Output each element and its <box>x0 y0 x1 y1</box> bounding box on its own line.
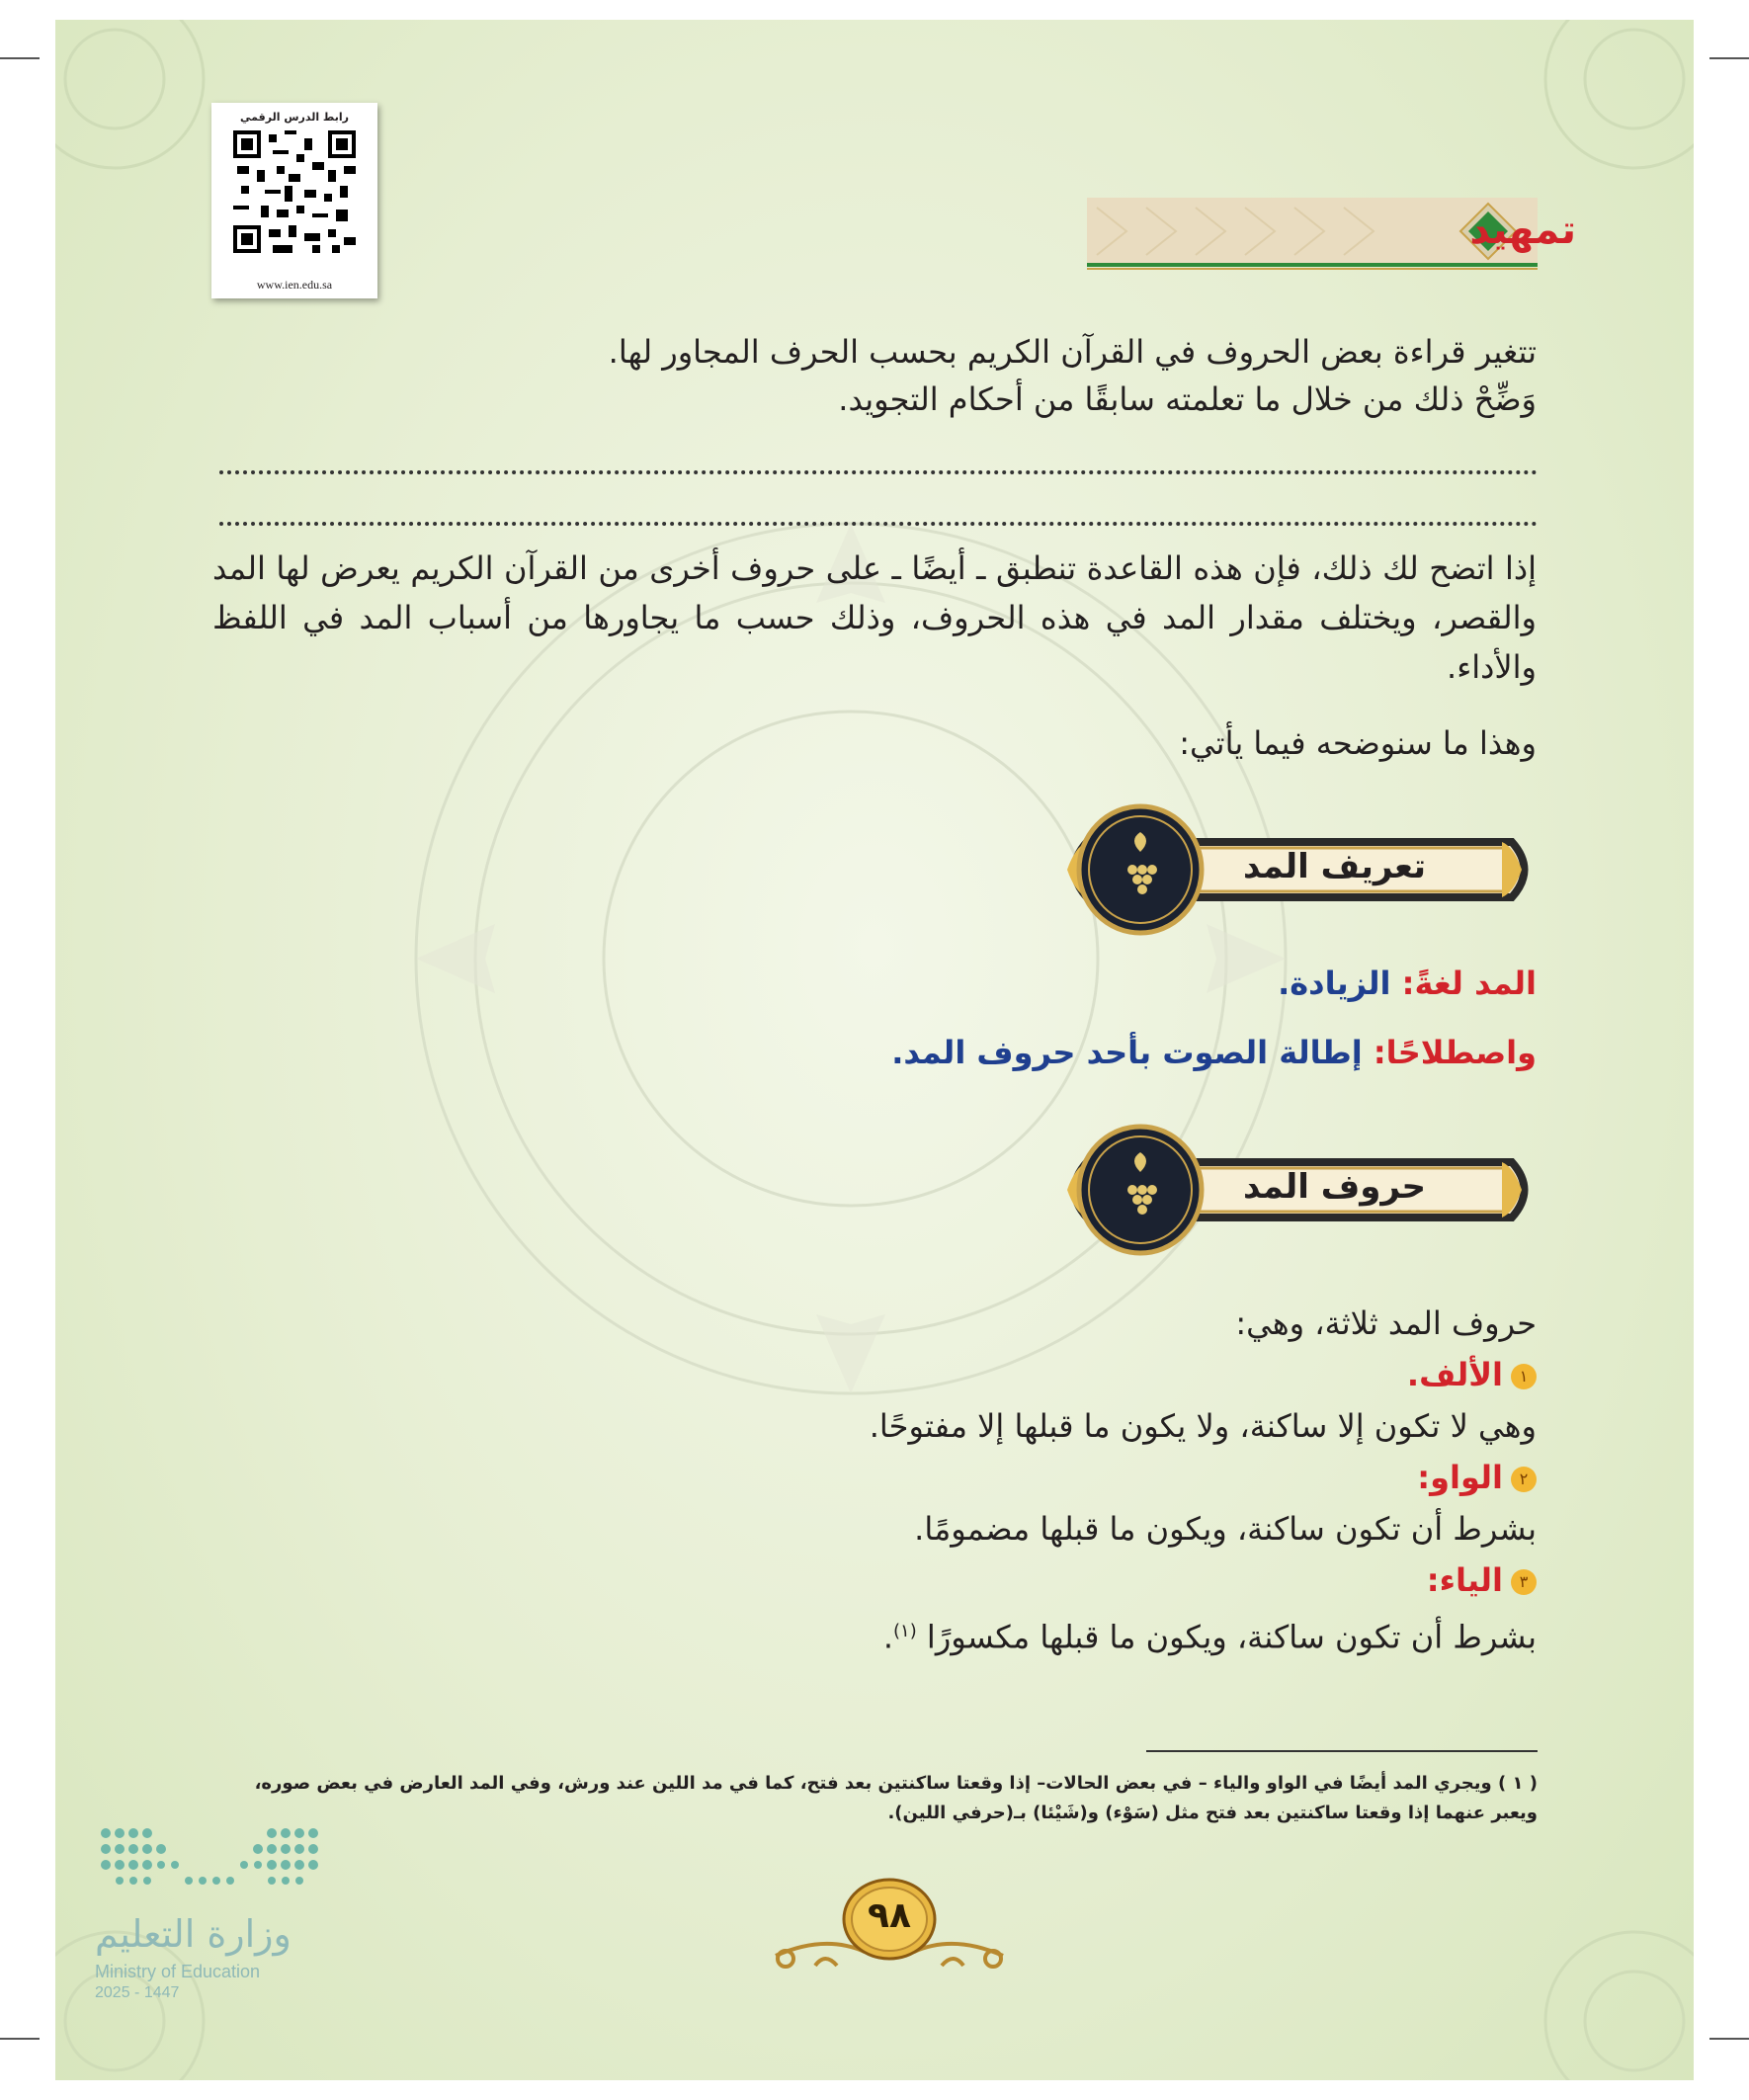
letter-item <box>212 1554 1537 1606</box>
definition-term <box>212 1028 1537 1077</box>
definition-term-value: إطالة الصوت بأحد حروف المد. <box>891 1034 1363 1071</box>
item-number-badge: ٣ <box>1511 1569 1537 1595</box>
letters-list <box>212 1298 1537 1663</box>
crop-mark <box>1709 2038 1749 2040</box>
explanation-paragraph: إذا اتضح لك ذلك، فإن هذه القاعدة تنطبق ـ أيضًا ـ على حروف أخرى من القرآن الكريم يعرض لها المد والقصر، ويختلف مقدار المد في هذه الحروف، وذلك حسب ما يجاورها من أسباب المد في اللفظ والأداء. <box>212 549 1537 686</box>
item-number-badge: ٢ <box>1511 1467 1537 1492</box>
definition-language-label: المد لغةً <box>1414 965 1537 1002</box>
intro-line-1: تتغير قراءة بعض الحروف في القرآن الكريم بحسب الحرف المجاور لها. <box>608 333 1537 371</box>
letter-name: الياء: <box>1426 1561 1503 1599</box>
definition-language-value: الزيادة. <box>1278 965 1391 1002</box>
colon: : <box>1362 1034 1386 1071</box>
ministry-year: 2025 - 1447 <box>95 1984 180 2001</box>
letter-description-text: بشرط أن تكون ساكنة، ويكون ما قبلها مكسورًا <box>926 1618 1537 1656</box>
page-number: ٩٨ <box>868 1895 911 1936</box>
letter-description: بشرط أن تكون ساكنة، ويكون ما قبلها مكسورًا $^{(١)}$. <box>882 1618 1537 1656</box>
letter-description: وهي لا تكون إلا ساكنة، ولا يكون ما قبلها إلا مفتوحًا. <box>869 1407 1537 1445</box>
intro-line-2: وَضِّحْ ذلك من خلال ما تعلمته سابقًا من أحكام التجويد. <box>838 380 1537 418</box>
crop-mark <box>1709 57 1749 59</box>
letter-description: بشرط أن تكون ساكنة، ويكون ما قبلها مضمومًا. <box>914 1510 1537 1548</box>
ministry-name-arabic: وزارة التعليم <box>95 1912 292 1956</box>
colon: : <box>1390 965 1415 1002</box>
definition-language <box>212 959 1537 1008</box>
item-number-badge: ١ <box>1511 1364 1537 1389</box>
explanation-followup: وهذا ما سنوضحه فيما يأتي: <box>1179 724 1537 762</box>
letters-heading: حروف المد <box>1243 1167 1426 1207</box>
footnote-separator <box>1146 1750 1538 1752</box>
letter-name: الواو: <box>1417 1459 1503 1496</box>
intro-heading: تمهيد <box>1469 208 1576 253</box>
qr-code-image[interactable] <box>233 130 356 253</box>
footnote: ( ١ ) ويجري المد أيضًا في الواو والياء – في بعض الحالات– إذا وقعتا ساكنتين بعد فتح، كما في مد اللين عند ورش، وفي المد العارض في بعض صوره، ويعبر عنهما إذا وقعتا ساكنتين بعد فتح مثل (سَوْء) و(شَيْئا) بـ(حرفي اللين). <box>254 1773 1538 1823</box>
crop-mark <box>0 2038 40 2040</box>
letter-item <box>212 1349 1537 1400</box>
letters-intro: حروف المد ثلاثة، وهي: <box>1235 1304 1537 1342</box>
letter-name: الألف. <box>1406 1356 1503 1393</box>
corner-ornament <box>1397 1784 1694 2080</box>
answer-line[interactable] <box>219 522 1538 526</box>
corner-ornament <box>1397 20 1694 316</box>
definition-heading: تعريف المد <box>1242 847 1426 886</box>
intro-paragraph <box>212 328 1537 423</box>
definition-term-label: واصطلاحًا <box>1385 1034 1537 1071</box>
footnote-reference[interactable]: (١) <box>893 1621 917 1641</box>
qr-code-card[interactable] <box>211 103 377 298</box>
qr-url: www.ien.edu.sa <box>256 278 333 292</box>
letter-item <box>212 1452 1537 1503</box>
crop-mark <box>0 57 40 59</box>
ministry-name-english: Ministry of Education <box>95 1962 261 1981</box>
answer-line[interactable] <box>219 470 1538 474</box>
qr-title: رابط الدرس الرقمي <box>240 111 349 124</box>
